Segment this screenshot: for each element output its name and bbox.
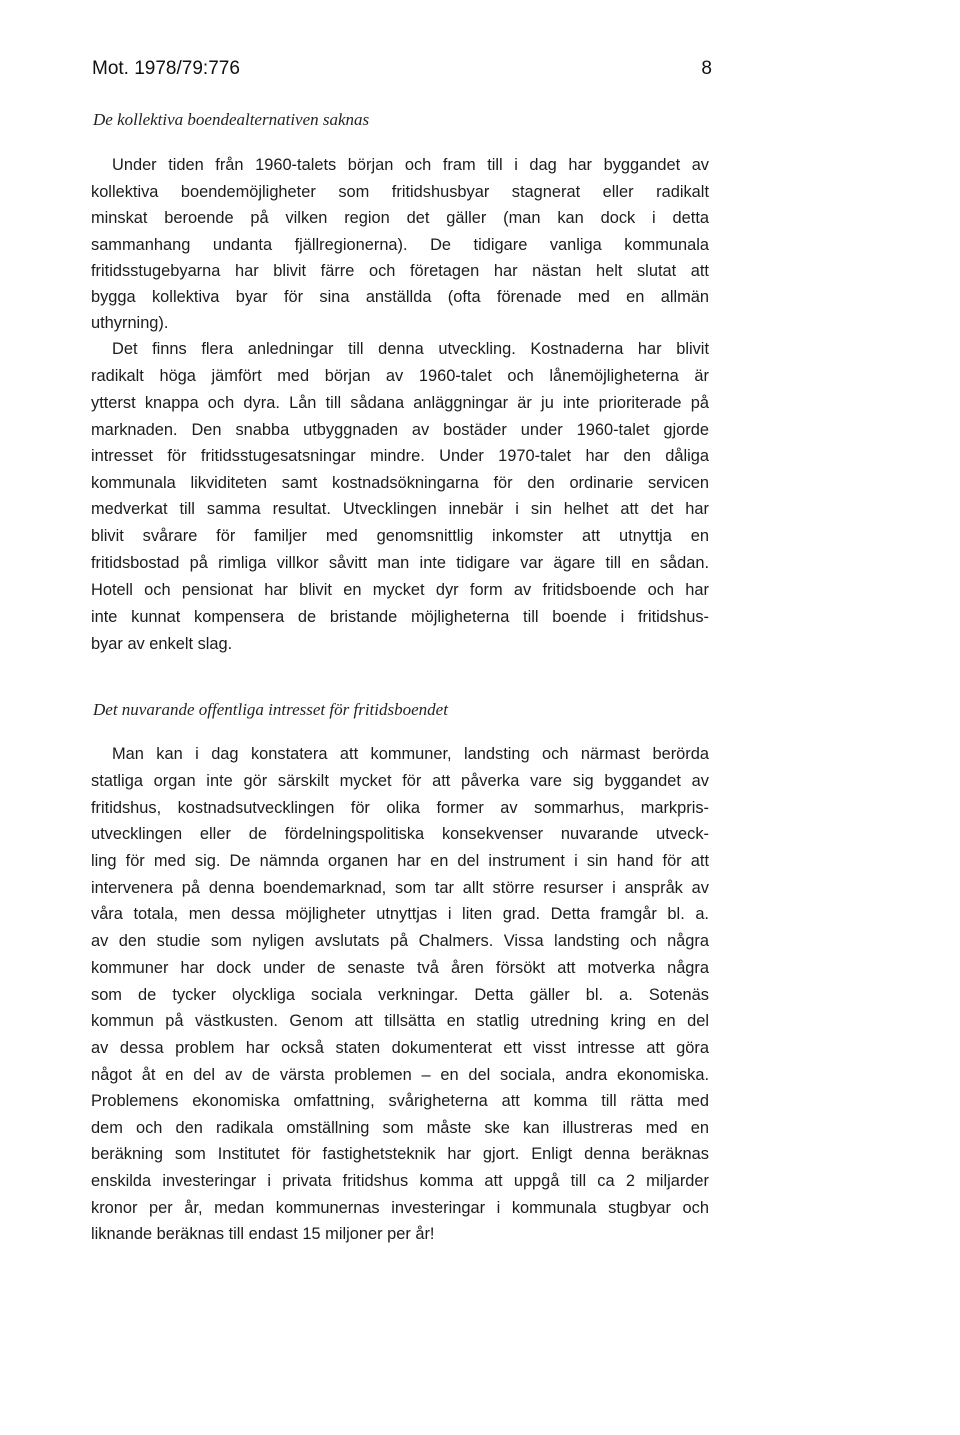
body-line: Problemens ekonomiska omfattning, svårigheterna att komma till rätta med <box>91 1092 709 1110</box>
body-line: liknande beräknas till endast 15 miljoner per år! <box>91 1225 435 1243</box>
body-line: fritidshus, kostnadsutvecklingen för olika former av sommarhus, markpris- <box>91 799 709 817</box>
body-line: fritidsbostad på rimliga villkor såvitt man inte tidigare var ägare till en sådan. <box>91 554 709 572</box>
body-line: Under tiden från 1960-talets början och fram till i dag har byggandet av <box>112 156 709 174</box>
body-line: fritidsstugebyarna har blivit färre och företagen har nästan helt slutat att <box>91 262 709 280</box>
body-line: kronor per år, medan kommunernas investeringar i kommunala stugbyar och <box>91 1199 709 1217</box>
body-line: kommunala likviditeten samt kostnadsökningarna för den ordinarie servicen <box>91 474 709 492</box>
body-line: blivit svårare för familjer med genomsnittlig inkomster att utnyttja en <box>91 527 709 545</box>
body-line: bygga kollektiva byar för sina anställda (ofta förenade med en allmän <box>91 288 709 306</box>
body-line: beräkning som Institutet för fastighetsteknik har gjort. Enligt denna beräknas <box>91 1145 709 1163</box>
body-line: medverkat till samma resultat. Utvecklingen innebär i sin helhet att det har <box>91 500 709 518</box>
body-line: enskilda investeringar i privata fritidshus komma att uppgå till ca 2 miljarder <box>91 1172 709 1190</box>
body-line: ytterst knappa och dyra. Lån till sådana anläggningar är ju inte prioriterade på <box>91 394 709 412</box>
body-line: Hotell och pensionat har blivit en mycket dyr form av fritidsboende och har <box>91 581 709 599</box>
body-line: våra totala, men dessa möjligheter utnyttjas i liten grad. Detta framgår bl. a. <box>91 905 709 923</box>
body-line: Man kan i dag konstatera att kommuner, landsting och närmast berörda <box>112 745 709 763</box>
body-line: av dessa problem har också staten dokumenterat ett visst intresse att göra <box>91 1039 709 1057</box>
body-line: av den studie som nyligen avslutats på Chalmers. Vissa landsting och några <box>91 932 709 950</box>
body-line: byar av enkelt slag. <box>91 635 233 653</box>
body-line: ling för med sig. De nämnda organen har en del instrument i sin hand för att <box>91 852 709 870</box>
body-line: utvecklingen eller de fördelningspolitiska konsekvenser nuvarande utveck- <box>91 825 709 843</box>
motion-reference: Mot. 1978/79:776 <box>92 58 240 79</box>
body-line: kommuner har dock under de senaste två åren försökt att motverka några <box>91 959 709 977</box>
body-line: kollektiva boendemöjligheter som fritidshusbyar stagnerat eller radikalt <box>91 183 709 201</box>
body-line: Det finns flera anledningar till denna utveckling. Kostnaderna har blivit <box>112 340 709 358</box>
body-line: minskat beroende på vilken region det gäller (man kan dock i detta <box>91 209 709 227</box>
body-line: något åt en del av de värsta problemen – en del sociala, andra ekonomiska. <box>91 1066 709 1084</box>
body-line: uthyrning). <box>91 314 169 332</box>
section-heading-public-interest: Det nuvarande offentliga intresset för fritidsboendet <box>93 700 448 719</box>
body-line: som de tycker olyckliga sociala verkningar. Detta gäller bl. a. Sotenäs <box>91 986 709 1004</box>
body-line: kommun på västkusten. Genom att tillsätta en statlig utredning kring en del <box>91 1012 709 1030</box>
body-line: intresset för fritidsstugesatsningar mindre. Under 1970-talet har den dåliga <box>91 447 709 465</box>
section-heading-collective-housing: De kollektiva boendealternativen saknas <box>93 110 370 129</box>
body-line: intervenera på denna boendemarknad, som tar allt större resurser i anspråk av <box>91 879 709 897</box>
body-line: marknaden. Den snabba utbyggnaden av bostäder under 1960-talet gjorde <box>91 421 709 439</box>
body-line: sammanhang undanta fjällregionerna). De tidigare vanliga kommunala <box>91 236 709 254</box>
body-line: radikalt höga jämfört med början av 1960-talet och lånemöjligheterna är <box>91 367 709 385</box>
page-number: 8 <box>701 58 712 79</box>
body-line: dem och den radikala omställning som måste ske kan illustreras med en <box>91 1119 709 1137</box>
body-line: statliga organ inte gör särskilt mycket för att påverka vare sig byggandet av <box>91 772 709 790</box>
body-line: inte kunnat kompensera de bristande möjligheterna till boende i fritidshus- <box>91 608 709 626</box>
